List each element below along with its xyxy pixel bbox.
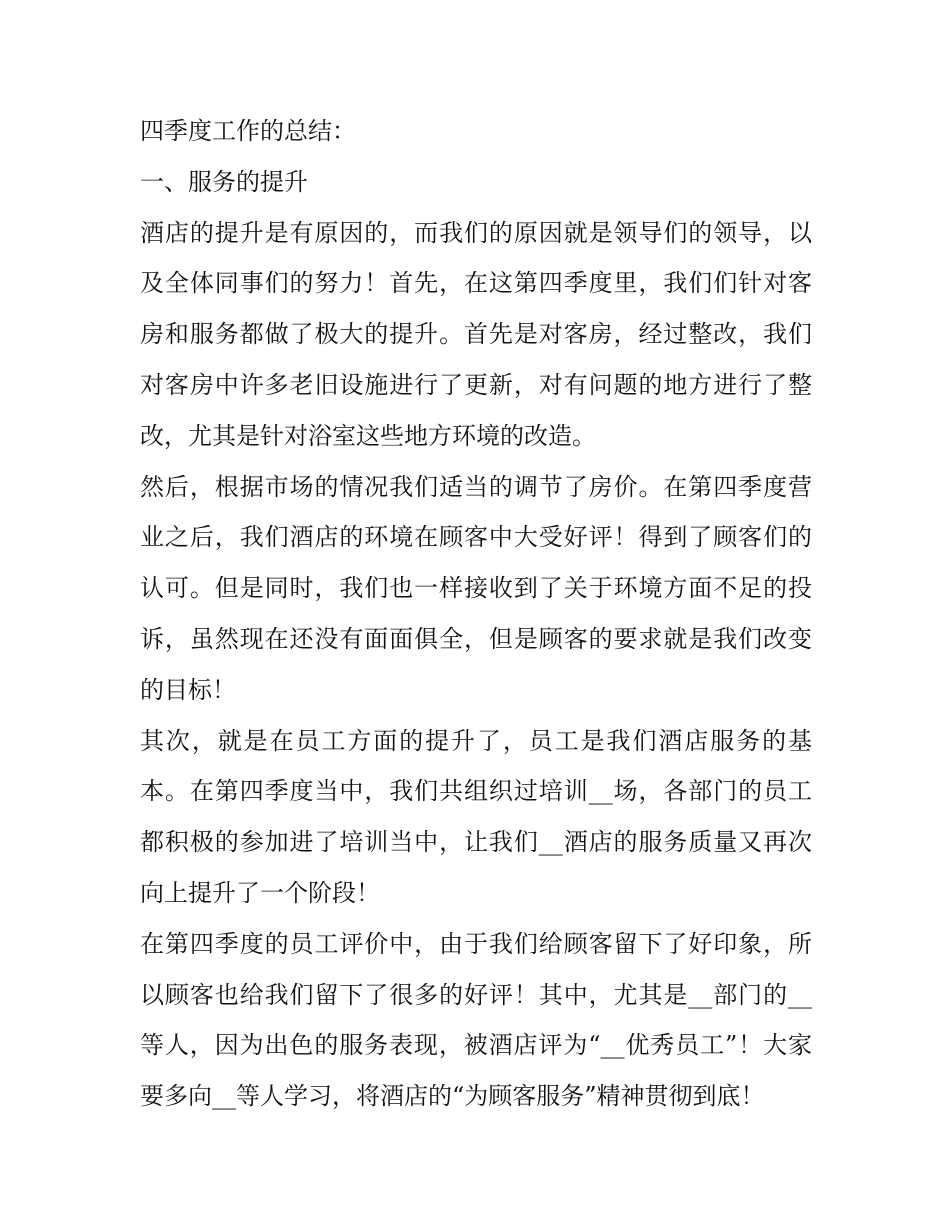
- paragraph-line: 酒店的提升是有原因的，而我们的原因就是领导们的领导，以: [140, 218, 812, 247]
- paragraph-line: 以顾客也给我们留下了很多的好评！其中，尤其是__部门的__: [140, 980, 812, 1009]
- paragraph-line: 要多向__等人学习，将酒店的“为顾客服务”精神贯彻到底！: [140, 1082, 765, 1111]
- document-heading: 四季度工作的总结：: [140, 117, 356, 145]
- paragraph-line: 及全体同事们的努力！首先，在这第四季度里，我们们针对客: [140, 269, 812, 298]
- paragraph-line: 都积极的参加进了培训当中，让我们__酒店的服务质量又再次: [140, 828, 812, 857]
- document-body: [140, 106, 812, 1122]
- paragraph-line: 的目标！: [140, 675, 236, 704]
- paragraph-line: 向上提升了一个阶段！: [140, 878, 380, 907]
- paragraph-line: 业之后，我们酒店的环境在顾客中大受好评！得到了顾客们的: [140, 523, 812, 552]
- paragraph-4: [140, 919, 812, 1122]
- paragraph-line: 对客房中许多老旧设施进行了更新，对有问题的地方进行了整: [140, 370, 812, 399]
- paragraph-line: 然后，根据市场的情况我们适当的调节了房价。在第四季度营: [140, 472, 812, 501]
- paragraph-line: 认可。但是同时，我们也一样接收到了关于环境方面不足的投: [140, 574, 812, 603]
- paragraph-line: 诉，虽然现在还没有面面俱全，但是顾客的要求就是我们改变: [140, 624, 812, 653]
- paragraph-line: 本。在第四季度当中，我们共组织过培训__场，各部门的员工: [140, 777, 812, 806]
- paragraph-line: 房和服务都做了极大的提升。首先是对客房，经过整改，我们: [140, 320, 812, 349]
- paragraph-line: 其次，就是在员工方面的提升了，员工是我们酒店服务的基: [140, 726, 812, 755]
- paragraph-line: 改，尤其是针对浴室这些地方环境的改造。: [140, 421, 596, 450]
- paragraph-line: 等人，因为出色的服务表现，被酒店评为“__优秀员工”！大家: [140, 1031, 812, 1060]
- paragraph-line: 在第四季度的员工评价中，由于我们给顾客留下了好印象，所: [140, 929, 812, 958]
- paragraph-2: [140, 462, 812, 716]
- section-title: 一、服务的提升: [140, 167, 308, 196]
- paragraph-1: [140, 208, 812, 462]
- paragraph-3: [140, 716, 812, 919]
